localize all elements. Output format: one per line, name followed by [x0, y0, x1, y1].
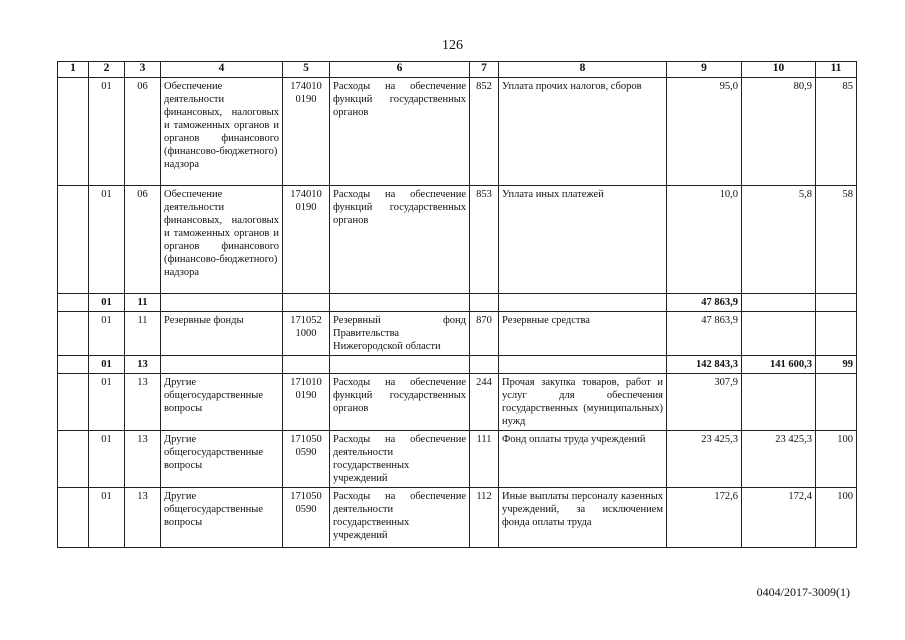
- cell-name: [161, 356, 283, 374]
- cell-executed: [742, 312, 816, 356]
- cell-subsection: 11: [125, 294, 161, 312]
- cell-target-article: 174010 0190: [283, 78, 330, 186]
- cell-expense-type-name: Уплата прочих налогов, сборов: [499, 78, 667, 186]
- document-code: 0404/2017-3009(1): [756, 585, 850, 599]
- cell-col1: [58, 294, 89, 312]
- cell-planned: 47 863,9: [667, 312, 742, 356]
- cell-target-article: [283, 356, 330, 374]
- cell-section: 01: [89, 431, 125, 488]
- cell-expense-type-name: Резервные средства: [499, 312, 667, 356]
- column-header: 9: [667, 62, 742, 78]
- cell-col1: [58, 488, 89, 548]
- cell-expense-type-name: [499, 294, 667, 312]
- table-row: [58, 186, 857, 294]
- cell-percent: 99: [816, 356, 857, 374]
- table-row: [58, 374, 857, 431]
- column-header: 5: [283, 62, 330, 78]
- column-header: 11: [816, 62, 857, 78]
- cell-planned: 307,9: [667, 374, 742, 431]
- cell-target-article: 171010 0190: [283, 374, 330, 431]
- cell-expense-type: 870: [470, 312, 499, 356]
- cell-subsection: 13: [125, 431, 161, 488]
- cell-expense-type-name: Прочая закупка товаров, работ и услуг для обеспечения государственных (муниципальных) нужд: [499, 374, 667, 431]
- cell-executed: 172,4: [742, 488, 816, 548]
- column-header: 6: [330, 62, 470, 78]
- column-header: 10: [742, 62, 816, 78]
- cell-name: [161, 294, 283, 312]
- cell-col1: [58, 186, 89, 294]
- cell-executed: 5,8: [742, 186, 816, 294]
- cell-planned: 23 425,3: [667, 431, 742, 488]
- cell-subsection: 13: [125, 356, 161, 374]
- column-header: 7: [470, 62, 499, 78]
- cell-section: 01: [89, 374, 125, 431]
- cell-section: 01: [89, 186, 125, 294]
- column-header: 1: [58, 62, 89, 78]
- table-row: [58, 488, 857, 548]
- cell-subsection: 06: [125, 78, 161, 186]
- table-body: [58, 78, 857, 548]
- cell-expense-name: Расходы на обеспечение функций государственных органов: [330, 186, 470, 294]
- cell-expense-type: 852: [470, 78, 499, 186]
- cell-planned: 142 843,3: [667, 356, 742, 374]
- cell-executed: 80,9: [742, 78, 816, 186]
- cell-col1: [58, 374, 89, 431]
- cell-executed: 141 600,3: [742, 356, 816, 374]
- cell-expense-type: 853: [470, 186, 499, 294]
- cell-expense-type-name: Фонд оплаты труда учреждений: [499, 431, 667, 488]
- column-header: 3: [125, 62, 161, 78]
- cell-expense-name: Расходы на обеспечение функций государственных органов: [330, 78, 470, 186]
- cell-planned: 95,0: [667, 78, 742, 186]
- cell-percent: [816, 312, 857, 356]
- cell-name: Другие общегосударственные вопросы: [161, 431, 283, 488]
- cell-expense-type-name: Иные выплаты персоналу казенных учреждений, за исключением фонда оплаты труда: [499, 488, 667, 548]
- cell-executed: 23 425,3: [742, 431, 816, 488]
- subtotal-row: [58, 356, 857, 374]
- cell-expense-name: Расходы на обеспечение деятельности государственных учреждений: [330, 431, 470, 488]
- budget-table: [57, 61, 857, 548]
- cell-executed: [742, 374, 816, 431]
- cell-name: Другие общегосударственные вопросы: [161, 488, 283, 548]
- cell-target-article: 174010 0190: [283, 186, 330, 294]
- cell-percent: [816, 374, 857, 431]
- cell-section: 01: [89, 312, 125, 356]
- column-header: 8: [499, 62, 667, 78]
- column-header: 2: [89, 62, 125, 78]
- cell-subsection: 13: [125, 374, 161, 431]
- cell-expense-name: Резервный фонд Правительства Нижегородской области: [330, 312, 470, 356]
- cell-section: 01: [89, 78, 125, 186]
- cell-target-article: 171050 0590: [283, 488, 330, 548]
- cell-section: 01: [89, 488, 125, 548]
- cell-expense-name: [330, 294, 470, 312]
- table-row: [58, 431, 857, 488]
- cell-name: Резервные фонды: [161, 312, 283, 356]
- cell-expense-name: [330, 356, 470, 374]
- column-header: 4: [161, 62, 283, 78]
- cell-target-article: 171052 1000: [283, 312, 330, 356]
- cell-name: Другие общегосударственные вопросы: [161, 374, 283, 431]
- cell-col1: [58, 78, 89, 186]
- cell-name: Обеспечение деятельности финансовых, налоговых и таможенных органов и органов финансового (финансово-бюджетного) надзора: [161, 78, 283, 186]
- cell-expense-type-name: [499, 356, 667, 374]
- cell-percent: 100: [816, 431, 857, 488]
- cell-percent: 58: [816, 186, 857, 294]
- cell-planned: 47 863,9: [667, 294, 742, 312]
- cell-percent: 85: [816, 78, 857, 186]
- cell-expense-type-name: Уплата иных платежей: [499, 186, 667, 294]
- cell-section: 01: [89, 356, 125, 374]
- cell-subsection: 13: [125, 488, 161, 548]
- cell-expense-name: Расходы на обеспечение деятельности государственных учреждений: [330, 488, 470, 548]
- table-header-row: [58, 62, 857, 78]
- cell-expense-type: 244: [470, 374, 499, 431]
- cell-target-article: 171050 0590: [283, 431, 330, 488]
- table-row: [58, 78, 857, 186]
- cell-col1: [58, 356, 89, 374]
- cell-expense-type: [470, 294, 499, 312]
- cell-expense-type: 111: [470, 431, 499, 488]
- cell-planned: 172,6: [667, 488, 742, 548]
- cell-executed: [742, 294, 816, 312]
- cell-percent: [816, 294, 857, 312]
- subtotal-row: [58, 294, 857, 312]
- cell-expense-name: Расходы на обеспечение функций государственных органов: [330, 374, 470, 431]
- cell-col1: [58, 431, 89, 488]
- cell-name: Обеспечение деятельности финансовых, налоговых и таможенных органов и органов финансового (финансово-бюджетного) надзора: [161, 186, 283, 294]
- cell-section: 01: [89, 294, 125, 312]
- cell-expense-type: 112: [470, 488, 499, 548]
- page-number: 126: [442, 38, 463, 53]
- cell-percent: 100: [816, 488, 857, 548]
- cell-expense-type: [470, 356, 499, 374]
- cell-target-article: [283, 294, 330, 312]
- cell-subsection: 11: [125, 312, 161, 356]
- cell-subsection: 06: [125, 186, 161, 294]
- cell-col1: [58, 312, 89, 356]
- table-row: [58, 312, 857, 356]
- cell-planned: 10,0: [667, 186, 742, 294]
